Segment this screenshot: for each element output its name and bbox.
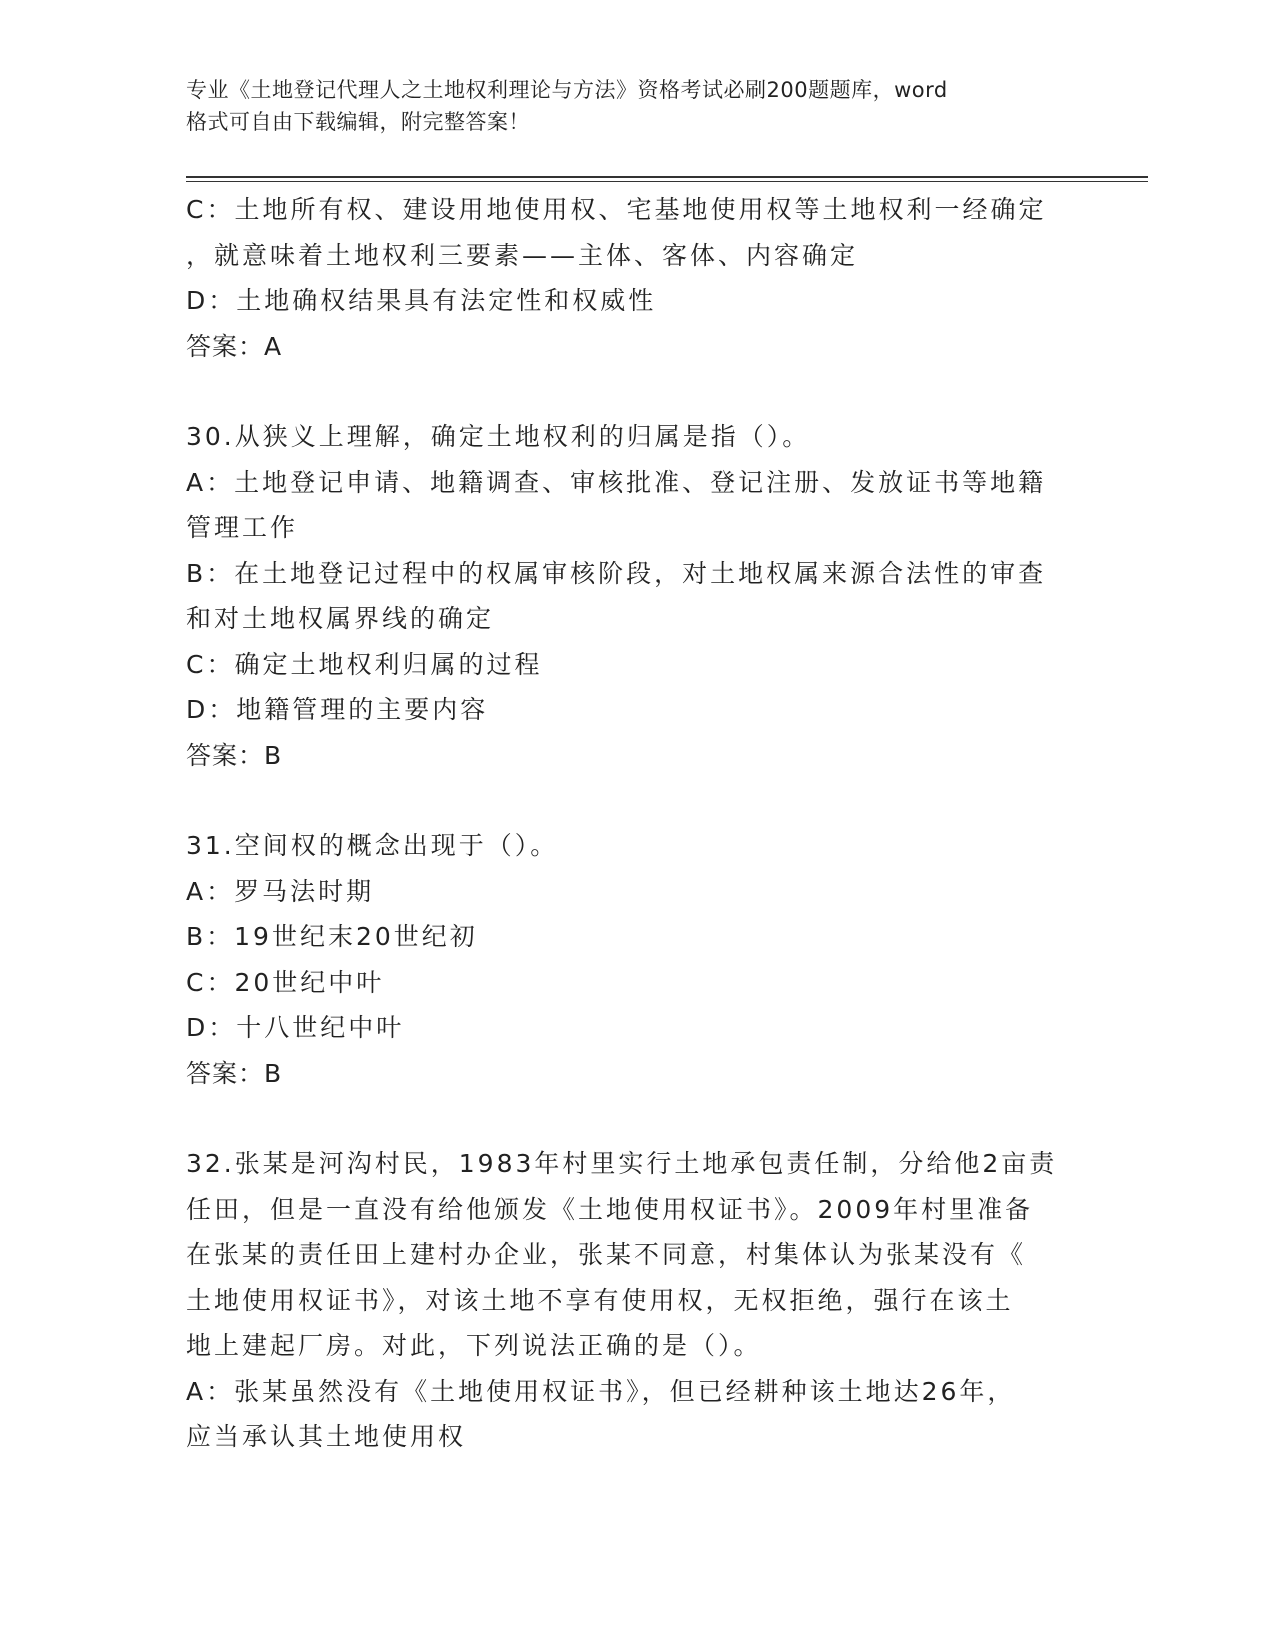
question-32 bbox=[186, 1141, 1066, 1460]
question-stem-continued: 任田，但是一直没有给他颁发《土地使用权证书》。2009年村里准备 bbox=[186, 1194, 1034, 1224]
question-stem: 32.张某是河沟村民，1983年村里实行土地承包责任制，分给他2亩责 bbox=[186, 1149, 1058, 1178]
question-spacer bbox=[186, 1096, 1066, 1141]
question-30 bbox=[186, 414, 1066, 778]
question-31 bbox=[186, 823, 1066, 1096]
question-stem: 30.从狭义上理解，确定土地权利的归属是指（）。 bbox=[186, 422, 811, 451]
question-spacer bbox=[186, 369, 1066, 414]
answer-label: 答案：B bbox=[186, 1058, 283, 1088]
option-b: B：在土地登记过程中的权属审核阶段，对土地权属来源合法性的审查 bbox=[186, 558, 1047, 588]
question-content bbox=[186, 187, 1066, 1460]
header-divider-thin bbox=[186, 181, 1148, 182]
question-spacer bbox=[186, 778, 1066, 823]
option-a-continued: 管理工作 bbox=[186, 513, 299, 542]
option-a-continued: 应当承认其土地使用权 bbox=[186, 1422, 467, 1451]
option-c-continued: ，就意味着土地权利三要素——主体、客体、内容确定 bbox=[186, 240, 859, 270]
option-d: D：地籍管理的主要内容 bbox=[186, 695, 489, 724]
answer-label: 答案：A bbox=[186, 331, 283, 361]
question-stem-continued: 在张某的责任田上建村办企业，张某不同意，村集体认为张某没有《 bbox=[186, 1240, 1027, 1269]
option-d: D：土地确权结果具有法定性和权威性 bbox=[186, 286, 657, 315]
option-c: C：土地所有权、建设用地使用权、宅基地使用权等土地权利一经确定 bbox=[186, 195, 1047, 224]
option-d: D：十八世纪中叶 bbox=[186, 1013, 405, 1042]
header-divider-thick bbox=[186, 176, 1148, 178]
option-b-continued: 和对土地权属界线的确定 bbox=[186, 604, 495, 633]
option-c: C：20世纪中叶 bbox=[186, 967, 385, 997]
answer-label: 答案：B bbox=[186, 740, 283, 770]
option-a: A：张某虽然没有《土地使用权证书》，但已经耕种该土地达26年， bbox=[186, 1376, 1016, 1406]
header-title-line-1: 专业《土地登记代理人之土地权利理论与方法》资格考试必刷200题题库，word bbox=[186, 78, 948, 102]
document-header bbox=[186, 74, 1066, 138]
question-29-tail bbox=[186, 187, 1066, 369]
question-stem: 31.空间权的概念出现于（）。 bbox=[186, 831, 559, 860]
option-a: A：罗马法时期 bbox=[186, 876, 375, 906]
question-stem-continued: 土地使用权证书》，对该土地不享有使用权，无权拒绝，强行在该土 bbox=[186, 1285, 1014, 1315]
option-b: B：19世纪末20世纪初 bbox=[186, 922, 478, 951]
header-title-line-2: 格式可自由下载编辑，附完整答案！ bbox=[186, 110, 530, 134]
option-c: C：确定土地权利归属的过程 bbox=[186, 649, 543, 679]
option-a: A：土地登记申请、地籍调查、审核批准、登记注册、发放证书等地籍 bbox=[186, 467, 1047, 497]
question-stem-continued: 地上建起厂房。对此，下列说法正确的是（）。 bbox=[186, 1331, 762, 1360]
